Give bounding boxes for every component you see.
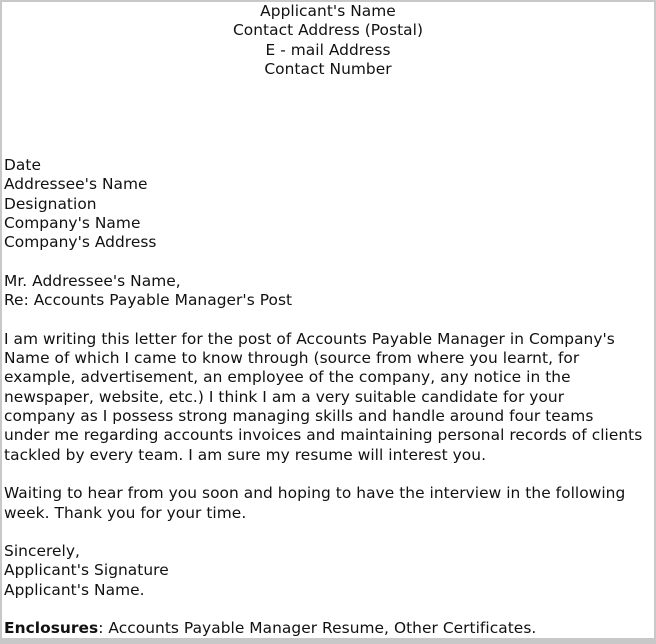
- body-paragraph-2: [4, 484, 656, 523]
- contact-number: Contact Number: [264, 59, 392, 78]
- sign-off: Sincerely,: [4, 542, 80, 561]
- paragraph-line: Waiting to hear from you soon and hoping to have the interview in the following: [4, 484, 626, 503]
- closing-block: [4, 542, 656, 600]
- subject-line: Re: Accounts Payable Manager's Post: [4, 291, 293, 310]
- closing-name: Applicant's Name.: [4, 580, 145, 599]
- recipient-block: [4, 156, 656, 252]
- email-address: E - mail Address: [265, 40, 391, 59]
- enclosures-label: Enclosures: [4, 619, 99, 638]
- company-address: Company's Address: [4, 233, 157, 252]
- spacer: [4, 311, 656, 330]
- cover-letter: [4, 2, 656, 639]
- paragraph-line: newspaper, website, etc.) I think I am a very suitable candidate for your: [4, 387, 565, 406]
- date: Date: [4, 156, 41, 175]
- spacer: [4, 600, 656, 619]
- salutation-block: [4, 272, 656, 311]
- spacer: [4, 79, 656, 156]
- designation: Designation: [4, 194, 97, 213]
- body-paragraph-1: [4, 330, 656, 465]
- company-name: Company's Name: [4, 214, 141, 233]
- enclosures-line: [4, 619, 656, 638]
- paragraph-line: tackled by every team. I am sure my resume will interest you.: [4, 445, 487, 464]
- paragraph-line: week. Thank you for your time.: [4, 503, 247, 522]
- paragraph-line: under me regarding accounts invoices and maintaining personal records of clients: [4, 426, 643, 445]
- paragraph-line: Name of which I came to know through (source from where you learnt, for: [4, 349, 580, 368]
- letter-header: [2, 2, 654, 79]
- greeting: Mr. Addressee's Name,: [4, 271, 181, 290]
- enclosures-text: : Accounts Payable Manager Resume, Other Certificates.: [98, 619, 537, 638]
- spacer: [4, 523, 656, 542]
- applicant-name: Applicant's Name: [260, 2, 396, 20]
- signature: Applicant's Signature: [4, 561, 169, 580]
- spacer: [4, 465, 656, 484]
- paragraph-line: I am writing this letter for the post of Accounts Payable Manager in Company's: [4, 329, 615, 348]
- paragraph-line: company as I possess strong managing skills and handle around four teams: [4, 407, 594, 426]
- spacer: [4, 253, 656, 272]
- paragraph-line: example, advertisement, an employee of the company, any notice in the: [4, 368, 571, 387]
- contact-address: Contact Address (Postal): [232, 21, 424, 40]
- addressee-name: Addressee's Name: [4, 175, 148, 194]
